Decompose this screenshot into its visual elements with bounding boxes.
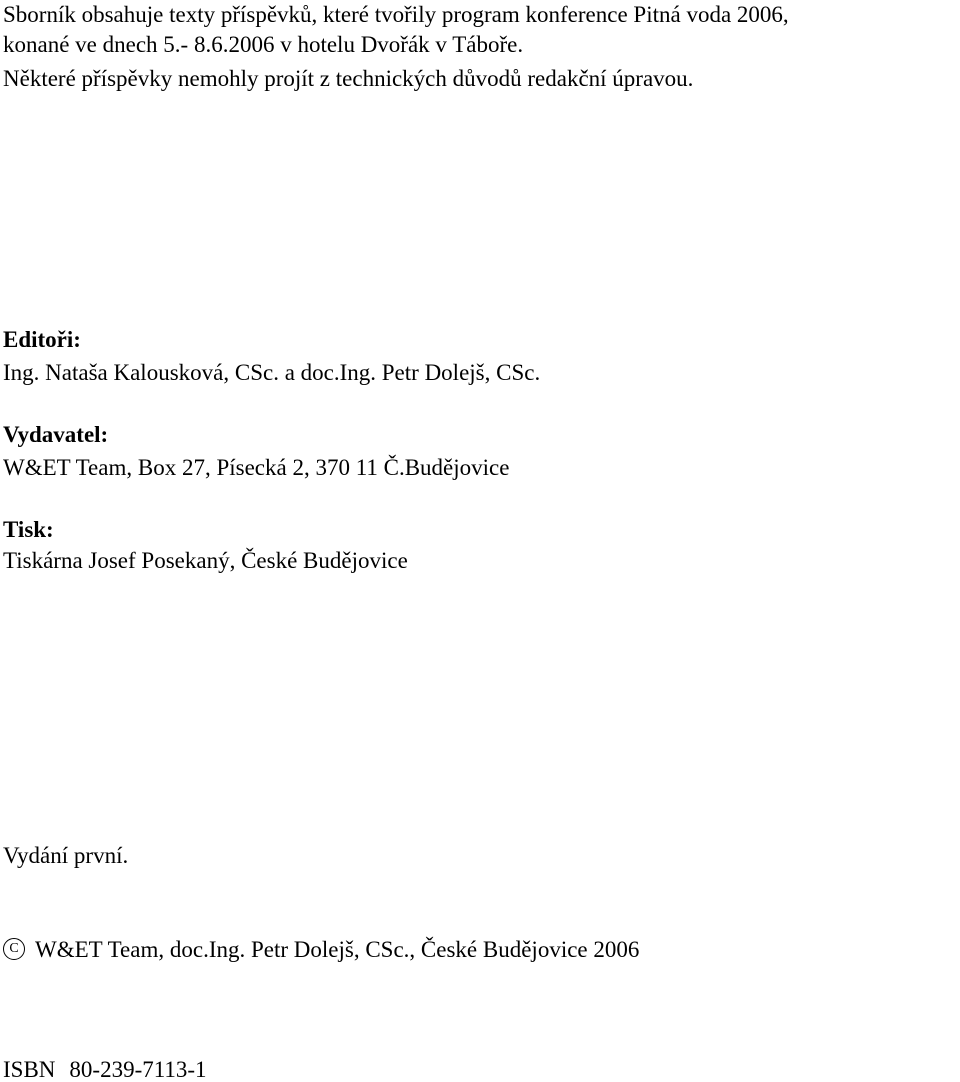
copyright-symbol: C	[9, 941, 19, 956]
editors-names: Ing. Nataša Kalousková, CSc. a doc.Ing. Petr Dolejš, CSc.	[3, 360, 541, 385]
edition-note: Vydání první.	[3, 843, 129, 868]
editors-heading: Editoři:	[3, 327, 81, 352]
intro-line-2: konané ve dnech 5.- 8.6.2006 v hotelu Dvořák v Táboře.	[3, 32, 524, 57]
isbn-number: 80-239-7113-1	[69, 1057, 207, 1082]
publisher-address: W&ET Team, Box 27, Písecká 2, 370 11 Č.Budějovice	[3, 455, 510, 480]
intro-line-1: Sborník obsahuje texty příspěvků, které tvořily program konference Pitná voda 2006,	[3, 2, 789, 27]
isbn-label: ISBN	[3, 1057, 56, 1082]
printer-name: Tiskárna Josef Posekaný, České Budějovice	[3, 548, 408, 573]
isbn-line	[3, 1058, 207, 1081]
publisher-heading: Vydavatel:	[3, 422, 109, 447]
print-heading: Tisk:	[3, 517, 54, 542]
copyright-icon	[3, 938, 25, 960]
copyright-line	[3, 938, 639, 961]
copyright-text: W&ET Team, doc.Ing. Petr Dolejš, CSc., České Budějovice 2006	[35, 937, 640, 962]
intro-line-3: Některé příspěvky nemohly projít z technických důvodů redakční úpravou.	[3, 66, 694, 91]
